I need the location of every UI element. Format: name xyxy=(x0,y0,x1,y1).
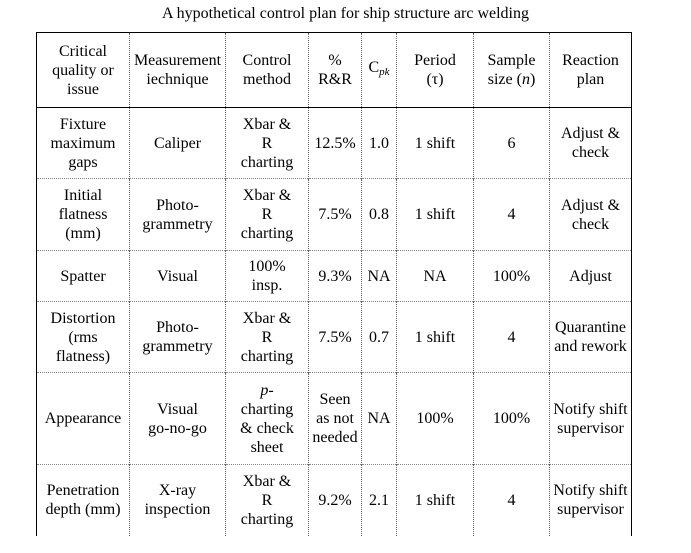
header-rr: % R&R xyxy=(309,33,362,108)
cell-measurement: Photo- grammetry xyxy=(130,302,226,373)
cell-control-method: p- charting & check sheet xyxy=(226,373,309,465)
cell-control-method: Xbar & R charting xyxy=(226,179,309,251)
cell-issue: Appearance xyxy=(37,373,130,465)
cell-measurement: Photo- grammetry xyxy=(130,179,226,251)
cell-issue: Penetration depth (mm) xyxy=(37,465,130,536)
cell-control-method: Xbar & R charting xyxy=(226,302,309,373)
cell-issue: Fixture maximum gaps xyxy=(37,108,130,179)
header-sample-size: Sample size (n) xyxy=(474,33,550,108)
cell-cpk: NA xyxy=(362,251,397,302)
header-cpk: Cpk xyxy=(362,33,397,108)
cell-reaction-plan: Adjust & check xyxy=(550,108,632,179)
cell-sample-size: 100% xyxy=(474,373,550,465)
cell-sample-size: 4 xyxy=(474,179,550,251)
cell-rr: 9.2% xyxy=(309,465,362,536)
cell-period: 1 shift xyxy=(397,302,474,373)
cell-period: 100% xyxy=(397,373,474,465)
cell-cpk: 1.0 xyxy=(362,108,397,179)
cell-issue: Distortion (rms flatness) xyxy=(37,302,130,373)
table-row xyxy=(37,108,632,179)
cell-sample-size: 4 xyxy=(474,465,550,536)
cell-control-method: 100% insp. xyxy=(226,251,309,302)
cell-rr: 7.5% xyxy=(309,179,362,251)
header-row xyxy=(37,33,632,108)
cell-issue: Initial flatness (mm) xyxy=(37,179,130,251)
header-reaction-plan: Reaction plan xyxy=(550,33,632,108)
cell-measurement: Visual xyxy=(130,251,226,302)
cell-cpk: NA xyxy=(362,373,397,465)
cell-rr: Seen as not needed xyxy=(309,373,362,465)
table-row xyxy=(37,465,632,536)
cell-control-method: Xbar & R charting xyxy=(226,465,309,536)
cell-rr: 7.5% xyxy=(309,302,362,373)
table-row xyxy=(37,251,632,302)
cell-cpk: 0.8 xyxy=(362,179,397,251)
cell-reaction-plan: Quarantine and rework xyxy=(550,302,632,373)
cell-sample-size: 6 xyxy=(474,108,550,179)
cell-reaction-plan: Notify shift supervisor xyxy=(550,465,632,536)
cell-rr: 12.5% xyxy=(309,108,362,179)
table-row xyxy=(37,302,632,373)
cell-period: 1 shift xyxy=(397,465,474,536)
cell-period: NA xyxy=(397,251,474,302)
cell-reaction-plan: Adjust & check xyxy=(550,179,632,251)
table-caption: A hypothetical control plan for ship structure arc welding xyxy=(161,5,529,22)
cell-cpk: 0.7 xyxy=(362,302,397,373)
cell-sample-size: 4 xyxy=(474,302,550,373)
cell-issue: Spatter xyxy=(37,251,130,302)
cell-reaction-plan: Notify shift supervisor xyxy=(550,373,632,465)
table-row xyxy=(37,373,632,465)
cell-period: 1 shift xyxy=(397,108,474,179)
cell-control-method: Xbar & R charting xyxy=(226,108,309,179)
cell-sample-size: 100% xyxy=(474,251,550,302)
header-critical-issue: Critical quality or issue xyxy=(37,33,130,108)
table-row xyxy=(37,179,632,251)
cell-rr: 9.3% xyxy=(309,251,362,302)
cell-reaction-plan: Adjust xyxy=(550,251,632,302)
header-measurement: Measurement iechnique xyxy=(130,33,226,108)
cell-measurement: Visual go-no-go xyxy=(130,373,226,465)
cell-measurement: Caliper xyxy=(130,108,226,179)
header-period: Period (τ) xyxy=(397,33,474,108)
control-plan-table xyxy=(36,32,632,536)
cell-cpk: 2.1 xyxy=(362,465,397,536)
header-control-method: Control method xyxy=(226,33,309,108)
cell-period: 1 shift xyxy=(397,179,474,251)
cell-measurement: X-ray inspection xyxy=(130,465,226,536)
table-body xyxy=(37,108,632,536)
